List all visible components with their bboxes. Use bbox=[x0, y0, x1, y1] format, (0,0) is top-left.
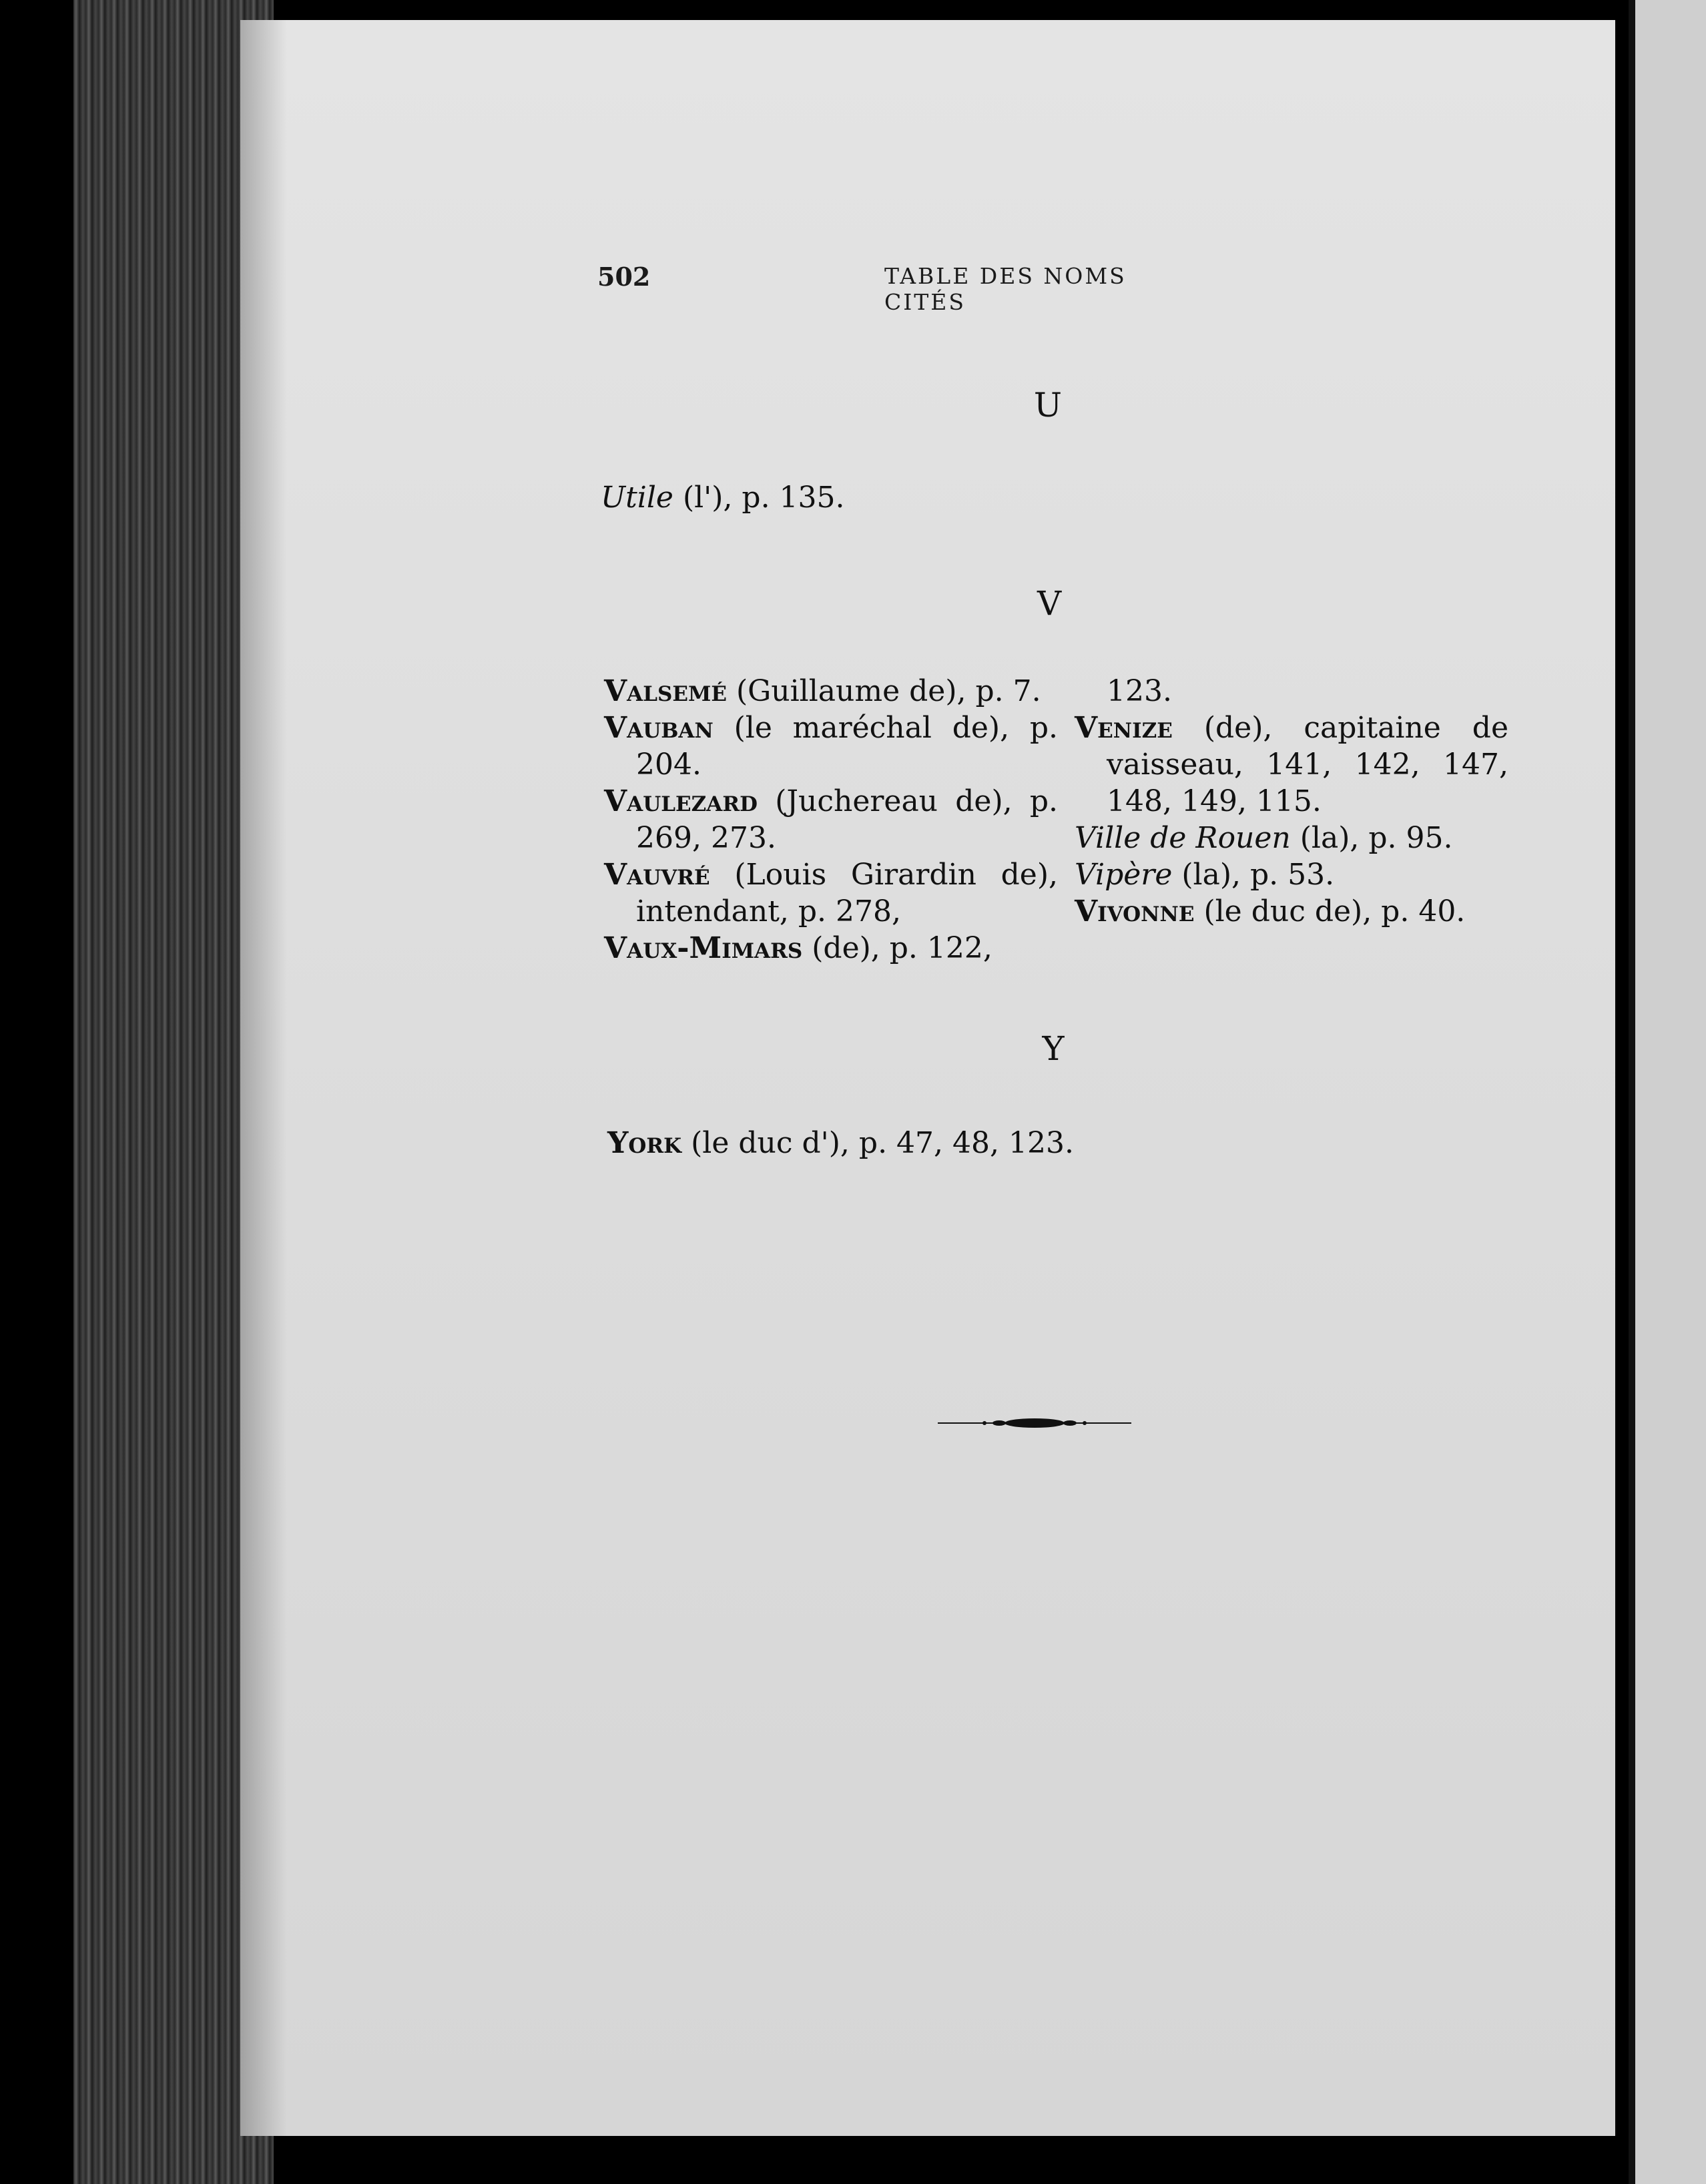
index-entry bbox=[1075, 710, 1508, 820]
entry-name: Utile bbox=[601, 481, 673, 515]
index-entry bbox=[1075, 893, 1508, 930]
index-entry bbox=[604, 783, 1058, 856]
page-number: 502 bbox=[597, 262, 651, 292]
index-entry-utile bbox=[601, 479, 845, 516]
entry-name: Vivonne bbox=[1075, 894, 1195, 928]
book-page bbox=[240, 20, 1615, 2136]
facing-page-edge bbox=[1629, 0, 1706, 2184]
index-entry bbox=[604, 710, 1058, 783]
entry-name: Ville de Rouen bbox=[1075, 821, 1291, 855]
index-entry bbox=[1075, 856, 1508, 893]
entry-name: Vaux-Mimars bbox=[604, 931, 803, 965]
entry-name: Vaulezard bbox=[604, 784, 758, 818]
entry-rest: (Guillaume de), p. 7. bbox=[726, 674, 1041, 708]
entry-rest: (la), p. 95. bbox=[1290, 821, 1453, 855]
entry-rest: (Juchereau de), p. 269, 273. bbox=[636, 784, 1058, 855]
entry-name: Venize bbox=[1075, 711, 1173, 745]
entry-name: Valsemé bbox=[604, 674, 727, 708]
index-entry-york bbox=[607, 1125, 1074, 1161]
running-title: TABLE DES NOMS CITÉS bbox=[884, 263, 1127, 315]
entry-rest: (l'), p. 135. bbox=[673, 481, 845, 515]
entry-rest: (le duc de), p. 40. bbox=[1194, 894, 1466, 928]
entry-name: Vauban bbox=[604, 711, 714, 745]
entry-rest: (le maréchal de), p. 204. bbox=[636, 711, 1058, 782]
entry-name: York bbox=[607, 1126, 682, 1160]
entry-rest: (la), p. 53. bbox=[1172, 858, 1335, 892]
section-letter-u: U bbox=[1033, 386, 1063, 425]
entry-rest: (de), p. 122, bbox=[802, 931, 992, 965]
entry-rest: (le duc d'), p. 47, 48, 123. bbox=[681, 1126, 1074, 1160]
entry-name: Vipère bbox=[1075, 858, 1173, 892]
index-entry bbox=[604, 856, 1058, 930]
entry-rest: (de), capitaine de vaisseau, 141, 142, 147, 148, 149, 115. bbox=[1107, 711, 1508, 818]
page-gutter-shadow bbox=[240, 20, 287, 2136]
entry-name: Vauvré bbox=[604, 858, 710, 892]
index-entry bbox=[604, 930, 1058, 967]
section-letter-y: Y bbox=[1042, 1029, 1065, 1068]
entry-continuation: 123. bbox=[1107, 674, 1172, 708]
index-column-right bbox=[1075, 673, 1508, 930]
section-letter-v: V bbox=[1037, 584, 1062, 623]
fleuron-ornament bbox=[938, 1415, 1131, 1431]
index-entry bbox=[604, 673, 1058, 710]
running-header bbox=[597, 262, 1211, 315]
index-entry bbox=[1075, 820, 1508, 856]
entry-rest: (Louis Girardin de), intendant, p. 278, bbox=[636, 858, 1058, 928]
index-column-left bbox=[604, 673, 1058, 967]
